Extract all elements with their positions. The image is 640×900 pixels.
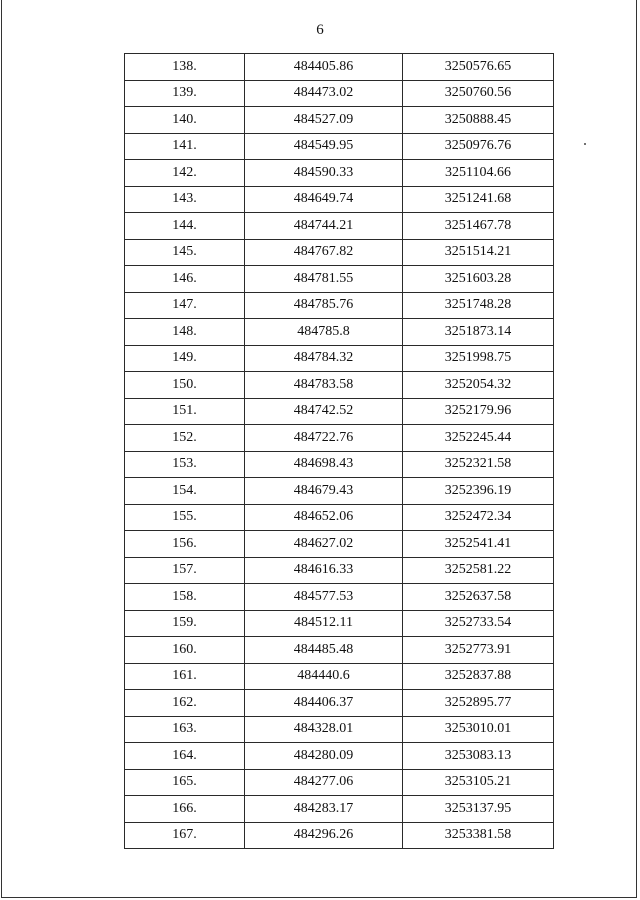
point-number-cell: 143. — [125, 186, 245, 213]
x-coordinate-cell: 484722.76 — [245, 425, 403, 452]
table-row — [125, 637, 554, 664]
y-coordinate-cell: 3252733.54 — [403, 610, 554, 637]
point-number-cell: 151. — [125, 398, 245, 425]
point-number-cell: 139. — [125, 80, 245, 107]
table-row — [125, 292, 554, 319]
x-coordinate-cell: 484679.43 — [245, 478, 403, 505]
y-coordinate-cell: 3250976.76 — [403, 133, 554, 160]
table-row — [125, 690, 554, 717]
y-coordinate-cell: 3251748.28 — [403, 292, 554, 319]
y-coordinate-cell: 3253105.21 — [403, 769, 554, 796]
table-row — [125, 531, 554, 558]
x-coordinate-cell: 484296.26 — [245, 822, 403, 849]
x-coordinate-cell: 484577.53 — [245, 584, 403, 611]
table-row — [125, 504, 554, 531]
y-coordinate-cell: 3250888.45 — [403, 107, 554, 134]
table-row — [125, 372, 554, 399]
x-coordinate-cell: 484744.21 — [245, 213, 403, 240]
y-coordinate-cell: 3251998.75 — [403, 345, 554, 372]
point-number-cell: 141. — [125, 133, 245, 160]
point-number-cell: 152. — [125, 425, 245, 452]
x-coordinate-cell: 484549.95 — [245, 133, 403, 160]
x-coordinate-cell: 484627.02 — [245, 531, 403, 558]
point-number-cell: 155. — [125, 504, 245, 531]
point-number-cell: 156. — [125, 531, 245, 558]
x-coordinate-cell: 484742.52 — [245, 398, 403, 425]
point-number-cell: 154. — [125, 478, 245, 505]
y-coordinate-cell: 3251241.68 — [403, 186, 554, 213]
x-coordinate-cell: 484283.17 — [245, 796, 403, 823]
x-coordinate-cell: 484783.58 — [245, 372, 403, 399]
point-number-cell: 158. — [125, 584, 245, 611]
x-coordinate-cell: 484473.02 — [245, 80, 403, 107]
table-row — [125, 822, 554, 849]
x-coordinate-cell: 484698.43 — [245, 451, 403, 478]
table-row — [125, 345, 554, 372]
x-coordinate-cell: 484485.48 — [245, 637, 403, 664]
y-coordinate-cell: 3251514.21 — [403, 239, 554, 266]
y-coordinate-cell: 3252321.58 — [403, 451, 554, 478]
x-coordinate-cell: 484649.74 — [245, 186, 403, 213]
x-coordinate-cell: 484785.8 — [245, 319, 403, 346]
point-number-cell: 162. — [125, 690, 245, 717]
table-row — [125, 451, 554, 478]
point-number-cell: 163. — [125, 716, 245, 743]
y-coordinate-cell: 3252581.22 — [403, 557, 554, 584]
y-coordinate-cell: 3253381.58 — [403, 822, 554, 849]
table-row — [125, 584, 554, 611]
point-number-cell: 157. — [125, 557, 245, 584]
y-coordinate-cell: 3252773.91 — [403, 637, 554, 664]
x-coordinate-cell: 484328.01 — [245, 716, 403, 743]
table-row — [125, 478, 554, 505]
point-number-cell: 167. — [125, 822, 245, 849]
y-coordinate-cell: 3252054.32 — [403, 372, 554, 399]
x-coordinate-cell: 484652.06 — [245, 504, 403, 531]
y-coordinate-cell: 3251603.28 — [403, 266, 554, 293]
table-row — [125, 186, 554, 213]
page-number: 6 — [316, 22, 324, 38]
x-coordinate-cell: 484767.82 — [245, 239, 403, 266]
point-number-cell: 148. — [125, 319, 245, 346]
table-row — [125, 716, 554, 743]
x-coordinate-cell: 484405.86 — [245, 54, 403, 81]
point-number-cell: 161. — [125, 663, 245, 690]
x-coordinate-cell: 484616.33 — [245, 557, 403, 584]
table-row — [125, 398, 554, 425]
point-number-cell: 160. — [125, 637, 245, 664]
table-row — [125, 213, 554, 240]
y-coordinate-cell: 3250760.56 — [403, 80, 554, 107]
table-row — [125, 54, 554, 81]
point-number-cell: 149. — [125, 345, 245, 372]
y-coordinate-cell: 3252179.96 — [403, 398, 554, 425]
x-coordinate-cell: 484406.37 — [245, 690, 403, 717]
table-row — [125, 743, 554, 770]
point-number-cell: 159. — [125, 610, 245, 637]
point-number-cell: 140. — [125, 107, 245, 134]
table-row — [125, 133, 554, 160]
point-number-cell: 146. — [125, 266, 245, 293]
y-coordinate-cell: 3252895.77 — [403, 690, 554, 717]
point-number-cell: 150. — [125, 372, 245, 399]
table-row — [125, 610, 554, 637]
y-coordinate-cell: 3253137.95 — [403, 796, 554, 823]
y-coordinate-cell: 3251467.78 — [403, 213, 554, 240]
y-coordinate-cell: 3252472.34 — [403, 504, 554, 531]
y-coordinate-cell: 3252396.19 — [403, 478, 554, 505]
point-number-cell: 138. — [125, 54, 245, 81]
coordinates-table-body — [125, 54, 554, 849]
x-coordinate-cell: 484277.06 — [245, 769, 403, 796]
table-row — [125, 557, 554, 584]
x-coordinate-cell: 484280.09 — [245, 743, 403, 770]
table-row — [125, 663, 554, 690]
point-number-cell: 153. — [125, 451, 245, 478]
table-row — [125, 319, 554, 346]
x-coordinate-cell: 484590.33 — [245, 160, 403, 187]
y-coordinate-cell: 3252541.41 — [403, 531, 554, 558]
x-coordinate-cell: 484440.6 — [245, 663, 403, 690]
table-row — [125, 239, 554, 266]
point-number-cell: 166. — [125, 796, 245, 823]
x-coordinate-cell: 484784.32 — [245, 345, 403, 372]
point-number-cell: 164. — [125, 743, 245, 770]
y-coordinate-cell: 3252637.58 — [403, 584, 554, 611]
y-coordinate-cell: 3253010.01 — [403, 716, 554, 743]
table-row — [125, 266, 554, 293]
y-coordinate-cell: 3252837.88 — [403, 663, 554, 690]
x-coordinate-cell: 484785.76 — [245, 292, 403, 319]
point-number-cell: 142. — [125, 160, 245, 187]
table-row — [125, 160, 554, 187]
coordinates-table — [124, 53, 554, 849]
y-coordinate-cell: 3251104.66 — [403, 160, 554, 187]
table-row — [125, 107, 554, 134]
x-coordinate-cell: 484781.55 — [245, 266, 403, 293]
point-number-cell: 165. — [125, 769, 245, 796]
y-coordinate-cell: 3251873.14 — [403, 319, 554, 346]
y-coordinate-cell: 3253083.13 — [403, 743, 554, 770]
table-row — [125, 80, 554, 107]
x-coordinate-cell: 484527.09 — [245, 107, 403, 134]
table-row — [125, 769, 554, 796]
y-coordinate-cell: 3252245.44 — [403, 425, 554, 452]
table-row — [125, 796, 554, 823]
point-number-cell: 147. — [125, 292, 245, 319]
point-number-cell: 145. — [125, 239, 245, 266]
table-row — [125, 425, 554, 452]
scan-speck — [584, 143, 586, 145]
x-coordinate-cell: 484512.11 — [245, 610, 403, 637]
y-coordinate-cell: 3250576.65 — [403, 54, 554, 81]
point-number-cell: 144. — [125, 213, 245, 240]
